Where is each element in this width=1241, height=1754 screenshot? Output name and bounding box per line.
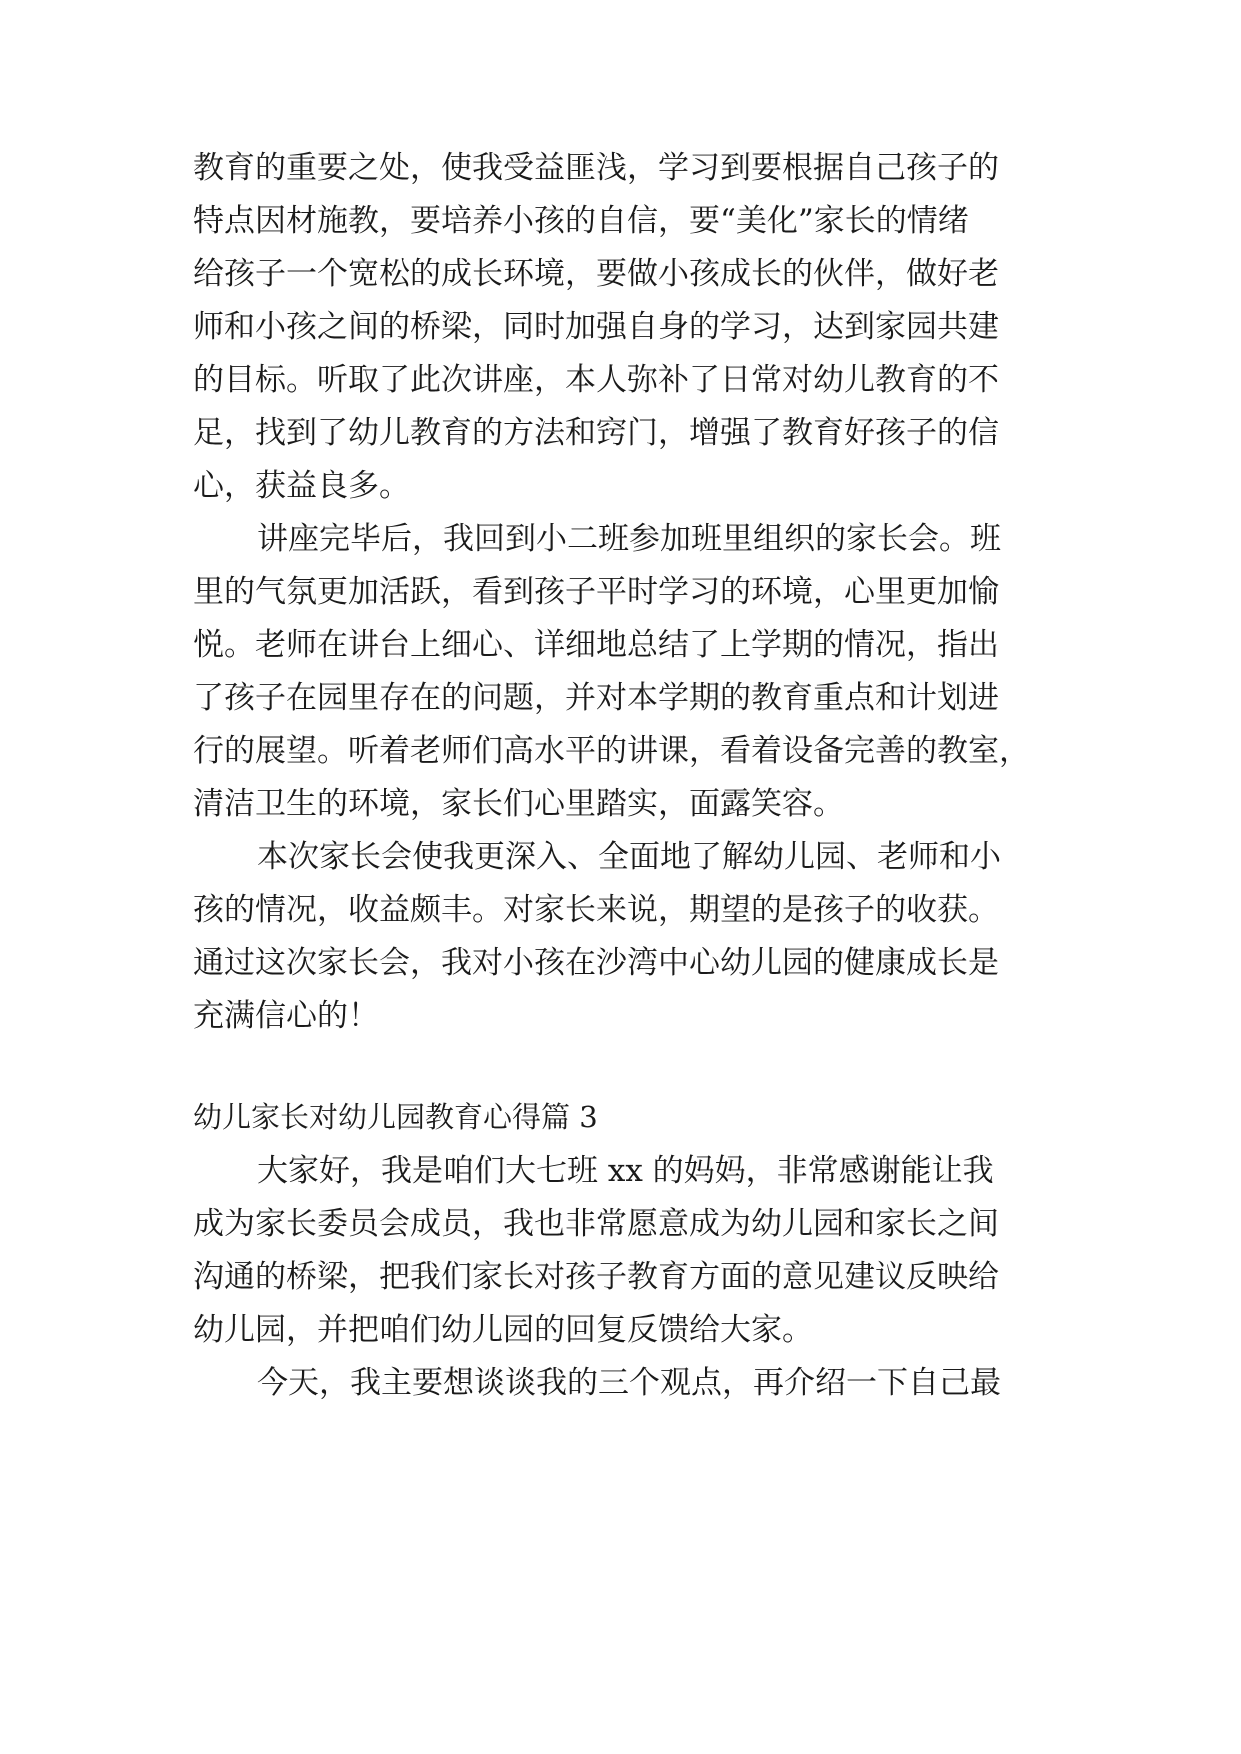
paragraph-line: 教育的重要之处，使我受益匪浅，学习到要根据自己孩子的 [193,150,999,186]
paragraph-line: 行的展望。听着老师们高水平的讲课，看着设备完善的教室， [193,733,1030,769]
paragraph-line: 成为家长委员会成员，我也非常愿意成为幼儿园和家长之间 [193,1206,999,1242]
paragraph-line: 给孩子一个宽松的成长环境，要做小孩成长的伙伴，做好老 [193,256,999,292]
paragraph-line: 清洁卫生的环境，家长们心里踏实，面露笑容。 [193,786,844,822]
paragraph-line: 通过这次家长会，我对小孩在沙湾中心幼儿园的健康成长是 [193,945,999,981]
section-title: 幼儿家长对幼儿园教育心得篇 3 [193,1100,598,1134]
paragraph-line: 大家好，我是咱们大七班 xx 的妈妈，非常感谢能让我 [257,1153,994,1189]
paragraph-line: 特点因材施教，要培养小孩的自信，要“美化”家长的情绪 [193,203,969,239]
paragraph-line: 孩的情况，收益颇丰。对家长来说，期望的是孩子的收获。 [193,892,999,928]
paragraph-line: 本次家长会使我更深入、全面地了解幼儿园、老师和小 [257,839,1001,875]
paragraph-line: 幼儿园，并把咱们幼儿园的回复反馈给大家。 [193,1312,813,1348]
paragraph-line: 今天，我主要想谈谈我的三个观点，再介绍一下自己最 [257,1365,1001,1401]
paragraph-line: 充满信心的！ [193,998,379,1034]
paragraph-line: 讲座完毕后，我回到小二班参加班里组织的家长会。班 [257,521,1001,557]
paragraph-line: 里的气氛更加活跃，看到孩子平时学习的环境，心里更加愉 [193,574,999,610]
paragraph-line: 足，找到了幼儿教育的方法和窍门，增强了教育好孩子的信 [193,415,999,451]
paragraph-line: 心，获益良多。 [193,468,410,504]
paragraph-line: 师和小孩之间的桥梁，同时加强自身的学习，达到家园共建 [193,309,999,345]
paragraph-line: 了孩子在园里存在的问题，并对本学期的教育重点和计划进 [193,680,999,716]
paragraph-line: 悦。老师在讲台上细心、详细地总结了上学期的情况，指出 [193,627,999,663]
paragraph-line: 沟通的桥梁，把我们家长对孩子教育方面的意见建议反映给 [193,1259,999,1295]
paragraph-line: 的目标。听取了此次讲座，本人弥补了日常对幼儿教育的不 [193,362,999,398]
